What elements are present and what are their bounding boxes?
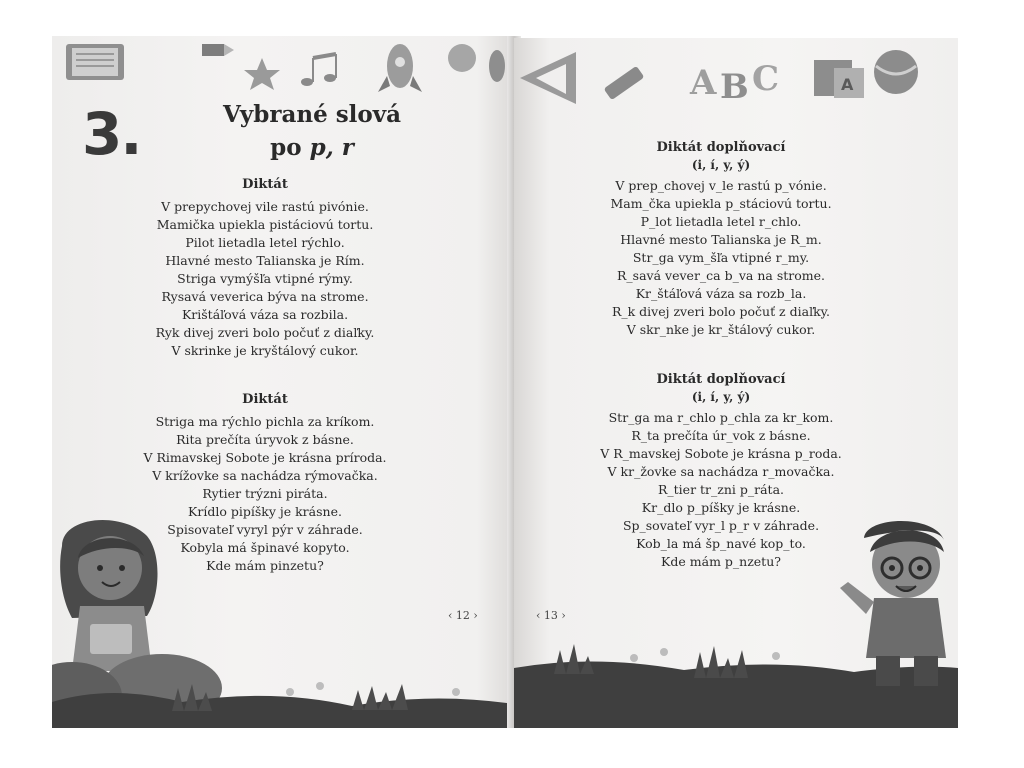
exercise-line: V R_mavskej Sobote je krásna p_roda. (600, 446, 842, 461)
dictation-line: Kobyla má špinavé kopyto. (180, 540, 350, 555)
exercise-line: Hlavné mesto Talianska je R_m. (620, 232, 822, 247)
section-subtitle: (i, í, y, ý) (691, 390, 751, 404)
dictation-line: Striga ma rýchlo pichla za kríkom. (155, 414, 375, 429)
block-letter: A (841, 75, 854, 94)
exercise-line: Kde mám p_nzetu? (661, 554, 781, 569)
page-number: ‹ 13 › (536, 609, 566, 622)
letter-b: B (720, 67, 749, 107)
leaf-icon (489, 50, 505, 82)
crayon-icon (604, 66, 645, 100)
dictation-line: Hlavné mesto Talianska je Rím. (165, 253, 365, 268)
dictation-line: Ryk divej zveri bolo počuť z diaľky. (155, 325, 375, 340)
page-number: ‹ 12 › (448, 609, 478, 622)
section-subtitle: (i, í, y, ý) (691, 158, 751, 172)
dictation-line: V Rimavskej Sobote je krásna príroda. (143, 450, 387, 465)
exercise-line: Str_ga ma r_chlo p_chla za kr_kom. (608, 410, 834, 425)
rocket-icon (378, 44, 422, 92)
letter-a: A (690, 63, 717, 103)
dictation-line: Rita prečíta úryvok z básne. (176, 432, 354, 447)
exercise-line: V kr_žovke sa nachádza r_movačka. (607, 464, 835, 479)
dictation-line: V prepychovej vile rastú pivónie. (161, 199, 369, 214)
triangle-ruler-icon (520, 52, 576, 104)
dictation-line: Pilot lietadla letel rýchlo. (185, 235, 345, 250)
exercise-line: Kob_la má šp_navé kop_to. (636, 536, 806, 551)
dictation-line: V skrinke je kryštálový cukor. (171, 343, 359, 358)
dictation-line: Krídlo pipíšky je krásne. (188, 504, 342, 519)
exercise-line: Str_ga vym_šľa vtipné r_my. (632, 250, 810, 265)
left-page (52, 36, 514, 728)
girl-reading-illustration (52, 506, 514, 728)
exercise-line: V prep_chovej v_le rastú p_vónie. (615, 178, 827, 193)
star-icon (244, 58, 280, 90)
exercise-line: R_ta prečíta úr_vok z básne. (631, 428, 811, 443)
title-line-1: Vybrané slová (222, 101, 402, 128)
dictation-line: Rytier trýzni piráta. (202, 486, 328, 501)
ball-icon (874, 50, 918, 94)
letters-icon (689, 59, 779, 107)
exercise-line: V skr_nke je kr_štálový cukor. (626, 322, 816, 337)
boy-icon (840, 521, 946, 686)
notebook-icon (66, 44, 124, 80)
dictation-line: Kde mám pinzetu? (206, 558, 324, 573)
boy-waving-illustration (514, 518, 958, 728)
girl-icon (60, 520, 157, 671)
dictation-line: Mamička upiekla pistáciovú tortu. (156, 217, 374, 232)
section-title: Diktát doplňovací (656, 140, 786, 155)
school-items-border (52, 36, 514, 106)
section-title: Diktát (242, 392, 288, 407)
page-title (142, 98, 482, 164)
music-notes-icon (301, 54, 336, 86)
exercise-line: R_tier tr_zni p_ráta. (657, 482, 784, 497)
pencil-icon (202, 44, 234, 56)
exercise-line: R_savá vever_ca b_va na strome. (617, 268, 825, 283)
letter-c: C (752, 59, 780, 99)
dictation-line: Spisovateľ vyryl pýr v záhrade. (167, 522, 363, 537)
exercise-line: R_k divej zveri bolo počuť z diaľky. (611, 304, 831, 319)
section-title: Diktát (242, 177, 288, 192)
exercise-line: Kr_dlo p_píšky je krásne. (641, 500, 801, 515)
dictation-line: V krížovke sa nachádza rýmovačka. (152, 468, 378, 483)
chapter-number: 3. (82, 100, 141, 168)
right-page (514, 38, 958, 728)
dictation-line: Striga vymýšľa vtipné rýmy. (177, 271, 353, 286)
dictation-line: Krištáľová váza sa rozbila. (181, 307, 349, 322)
exercise-line: P_lot lietadla letel r_chlo. (640, 214, 802, 229)
title-line-2 (142, 131, 482, 164)
title-letters: p, r (309, 134, 354, 161)
title-prefix: po (270, 134, 310, 161)
exercise-line: Mam_čka upiekla p_stáciovú tortu. (610, 196, 832, 211)
school-items-border (514, 38, 958, 118)
exercise-line: Sp_sovateľ vyr_l p_r v záhrade. (622, 518, 820, 533)
section-title: Diktát doplňovací (656, 372, 786, 387)
toy-block-icon (814, 60, 864, 98)
sphere-icon (448, 44, 476, 72)
plants-icon (52, 654, 514, 728)
dictation-line: Rysavá veverica býva na strome. (161, 289, 369, 304)
exercise-line: Kr_štáľová váza sa rozb_la. (635, 286, 807, 301)
